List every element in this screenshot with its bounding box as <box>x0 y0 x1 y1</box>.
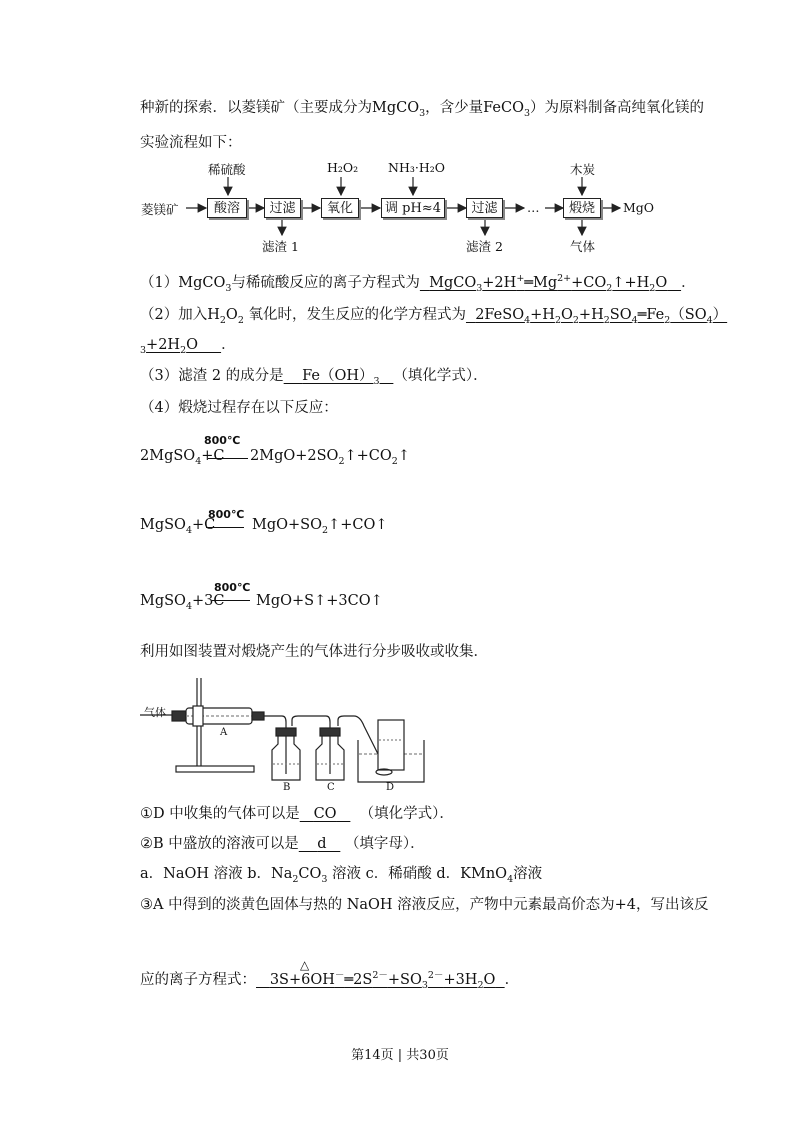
apparatus-intro: 利用如图装置对煅烧产生的气体进行分步吸收或收集． <box>140 644 488 660</box>
sub-question-3-line-1: ③A 中得到的淡黄色固体与热的 NaOH 溶液反应，产物中元素最高价态为+4，写出该反 <box>140 897 709 913</box>
intro-line-1: 种新的探索．以菱镁矿（主要成分为MgCO$_3$，含少量FeCO$_3$）为原料制备高纯氧化镁的 <box>140 100 705 119</box>
question-1: （1）MgCO$_3$与稀硫酸反应的离子方程式为 $MgCO_3+2H^+═Mg^{2+}+CO_2↑+H_2O$ ． <box>140 273 696 294</box>
flow-end: MgO <box>623 200 655 215</box>
eq-2-condition: 800℃ <box>208 508 245 521</box>
flow-start: 菱镁矿 <box>141 202 179 217</box>
flow-step-filter-1: 过滤 <box>264 198 301 218</box>
flow-step-oxidize: 氧化 <box>321 198 359 218</box>
apparatus-label-c: C <box>327 782 335 793</box>
reagent-h2o2: H₂O₂ <box>327 160 359 175</box>
question-2: （2）加入$H_2O_2$ 氧化时，发生反应的化学方程式为 $2FeSO_4+H_2O_2+H_2SO_4═Fe_2(SO_4)$ <box>140 307 728 326</box>
sub-question-2: ②B 中盛放的溶液可以是 d （填字母）． <box>140 836 425 852</box>
reagent-charcoal: 木炭 <box>570 162 596 177</box>
flow-step-acid-dissolve: 酸溶 <box>207 198 247 218</box>
apparatus-label-d: D <box>386 782 395 793</box>
equation-2-right: $MgO+SO_2↑+CO↑$ <box>252 517 388 536</box>
sub-answer-3: $3S+6OH^-═2S^{2-}+SO_3^{2-}+3H_2O$ <box>269 970 496 991</box>
equation-3-left: MgSO$_4$+3C <box>140 593 225 612</box>
apparatus-label-b: B <box>283 782 291 793</box>
equation-2-left: MgSO$_4$+C <box>140 517 216 536</box>
sub-question-3-line-2: 应的离子方程式： $3S+6OH^-═2S^{2-}+SO_3^{2-}+3H_2O$ ． <box>140 970 520 991</box>
output-residue-2: 滤渣 2 <box>466 239 503 254</box>
answer-3: $Fe(OH)_3$ <box>302 368 380 387</box>
reagent-ammonia: NH₃·H₂O <box>388 160 445 175</box>
apparatus-label-a: A <box>220 727 228 738</box>
question-3: （3）滤渣 2 的成分是 $Fe(OH)_3$ （填化学式）． <box>140 368 488 387</box>
flow-step-adjust-ph: 调 pH≈4 <box>381 198 445 218</box>
flow-step-calcine: 煅烧 <box>563 198 601 218</box>
eq-3-condition: 800℃ <box>214 581 251 594</box>
intro-line-2: 实验流程如下： <box>140 135 242 151</box>
output-residue-1: 滤渣 1 <box>262 239 299 254</box>
apparatus-label-gas: 气体 <box>144 706 166 719</box>
page-footer: 第14页 | 共30页 <box>351 1048 449 1063</box>
flow-step-filter-2: 过滤 <box>466 198 503 218</box>
sub-3-condition: △ <box>300 958 310 972</box>
answer-2-part-1: $2FeSO_4+H_2O_2+H_2SO_4═Fe_2(SO_4)$ <box>475 307 728 326</box>
answer-options: a．NaOH 溶液 b．$Na_2CO_3$ 溶液 c．稀硝酸 d．KMnO$_4$溶液 <box>140 866 543 885</box>
answer-1: $MgCO_3+2H^+═Mg^{2+}+CO_2↑+H_2O$ <box>429 273 668 294</box>
flow-ellipsis: … <box>527 200 540 215</box>
equation-1-right: $2MgO+2SO_2↑+CO_2↑$ <box>250 448 410 467</box>
eq-1-condition: 800℃ <box>204 434 241 447</box>
sub-answer-1: CO <box>313 806 337 822</box>
output-gas: 气体 <box>570 239 596 254</box>
equation-1-left: 2MgSO$_4$+C <box>140 448 225 467</box>
question-2-cont: $_3+2H_2O$ ． <box>140 337 236 356</box>
reagent-dilute-sulfuric: 稀硫酸 <box>208 162 246 177</box>
answer-2-part-2: $_3+2H_2O$ <box>140 337 199 356</box>
sub-question-1: ①D 中收集的气体可以是 CO （填化学式）． <box>140 806 454 822</box>
equation-3-right: MgO+S↑+3CO↑ <box>256 593 383 609</box>
question-4: （4）煅烧过程存在以下反应： <box>140 400 338 416</box>
sub-answer-2: d <box>317 836 327 852</box>
apparatus-drawing <box>0 670 800 790</box>
